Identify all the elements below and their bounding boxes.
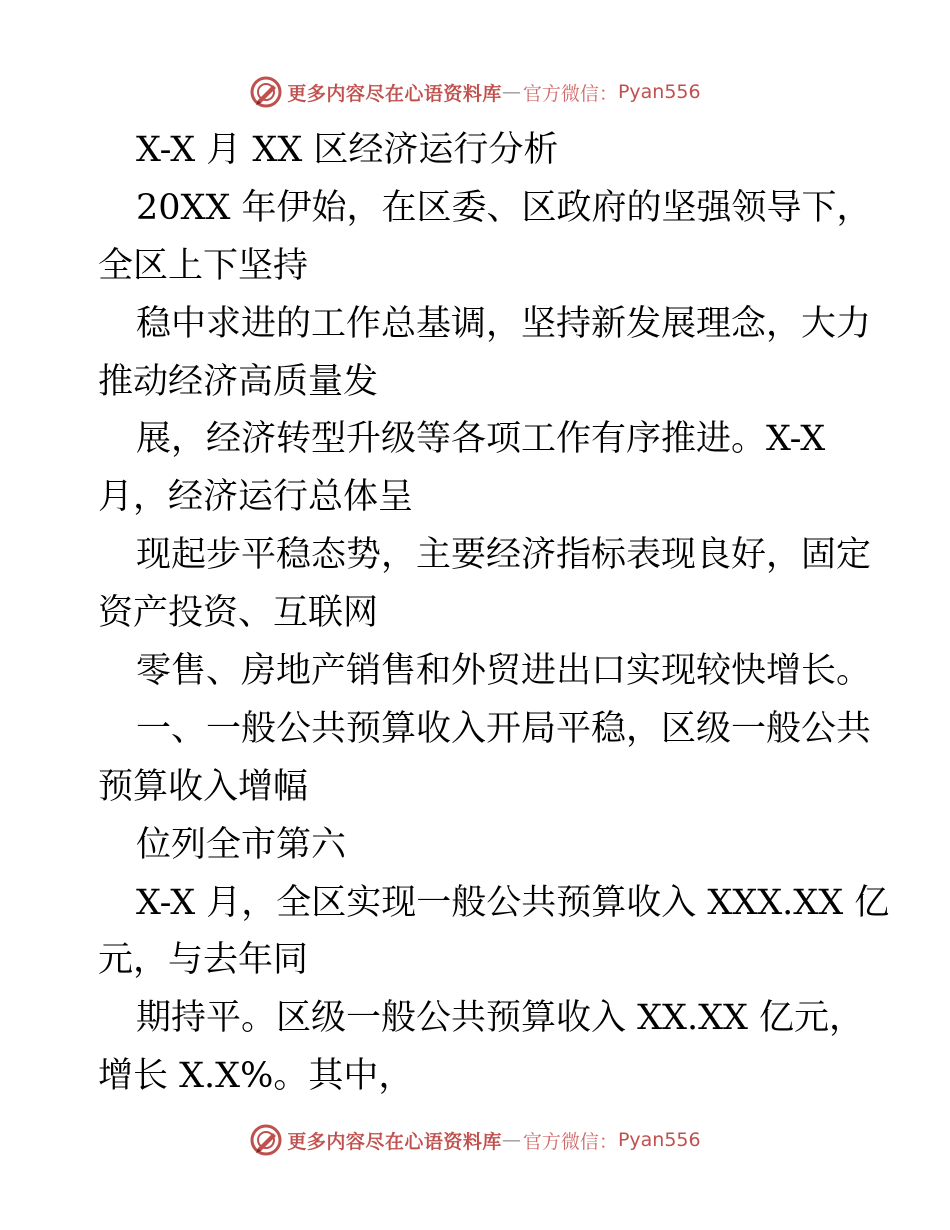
banner-dash: — [501,1129,521,1151]
doc-line: 增长 X.X%。其中， [98,1056,414,1097]
doc-line: 全区上下坚持 [98,245,309,286]
doc-line: 资产投资、互联网 [98,593,379,634]
banner-main-text: 更多内容尽在心语资料库 [287,1130,502,1153]
banner-sub-text: 官方微信： [522,82,618,105]
doc-line: 零售、房地产销售和外贸进出口实现较快增长。 [136,651,872,692]
doc-line: 期持平。区级一般公共预算收入 XX.XX 亿元， [136,998,865,1039]
doc-line: 一、一般公共预算收入开局平稳，区级一般公共 [136,708,872,749]
doc-line: 位列全市第六 [136,824,347,865]
doc-line: 月，经济运行总体呈 [98,477,414,518]
doc-line: 预算收入增幅 [98,766,309,807]
doc-line: 稳中求进的工作总基调，坚持新发展理念，大力 [136,303,872,344]
banner-handle: Pyan556 [617,81,701,103]
doc-line: 展，经济转型升级等各项工作有序推进。X-X [136,419,826,460]
document-body [98,122,890,1106]
doc-line: 现起步平稳态势，主要经济指标表现良好，固定 [136,535,872,576]
banner-dash: — [501,81,521,103]
pen-logo-icon [249,1123,283,1157]
footer-banner-content [249,1123,700,1157]
pen-logo-icon [249,75,283,109]
footer-banner [0,1120,950,1160]
doc-line: 元，与去年同 [98,940,309,981]
header-banner-content [249,75,700,109]
doc-line: X-X 月，全区实现一般公共预算收入 XXX.XX 亿 [136,882,890,923]
doc-line: 推动经济高质量发 [98,361,379,402]
doc-line: 20XX 年伊始，在区委、区政府的坚强领导下， [136,187,872,228]
banner-sub-text: 官方微信： [522,1130,618,1153]
header-banner [0,72,950,112]
banner-handle: Pyan556 [617,1129,701,1151]
doc-line: X-X 月 XX 区经济运行分析 [136,130,559,170]
banner-main-text: 更多内容尽在心语资料库 [287,82,502,105]
